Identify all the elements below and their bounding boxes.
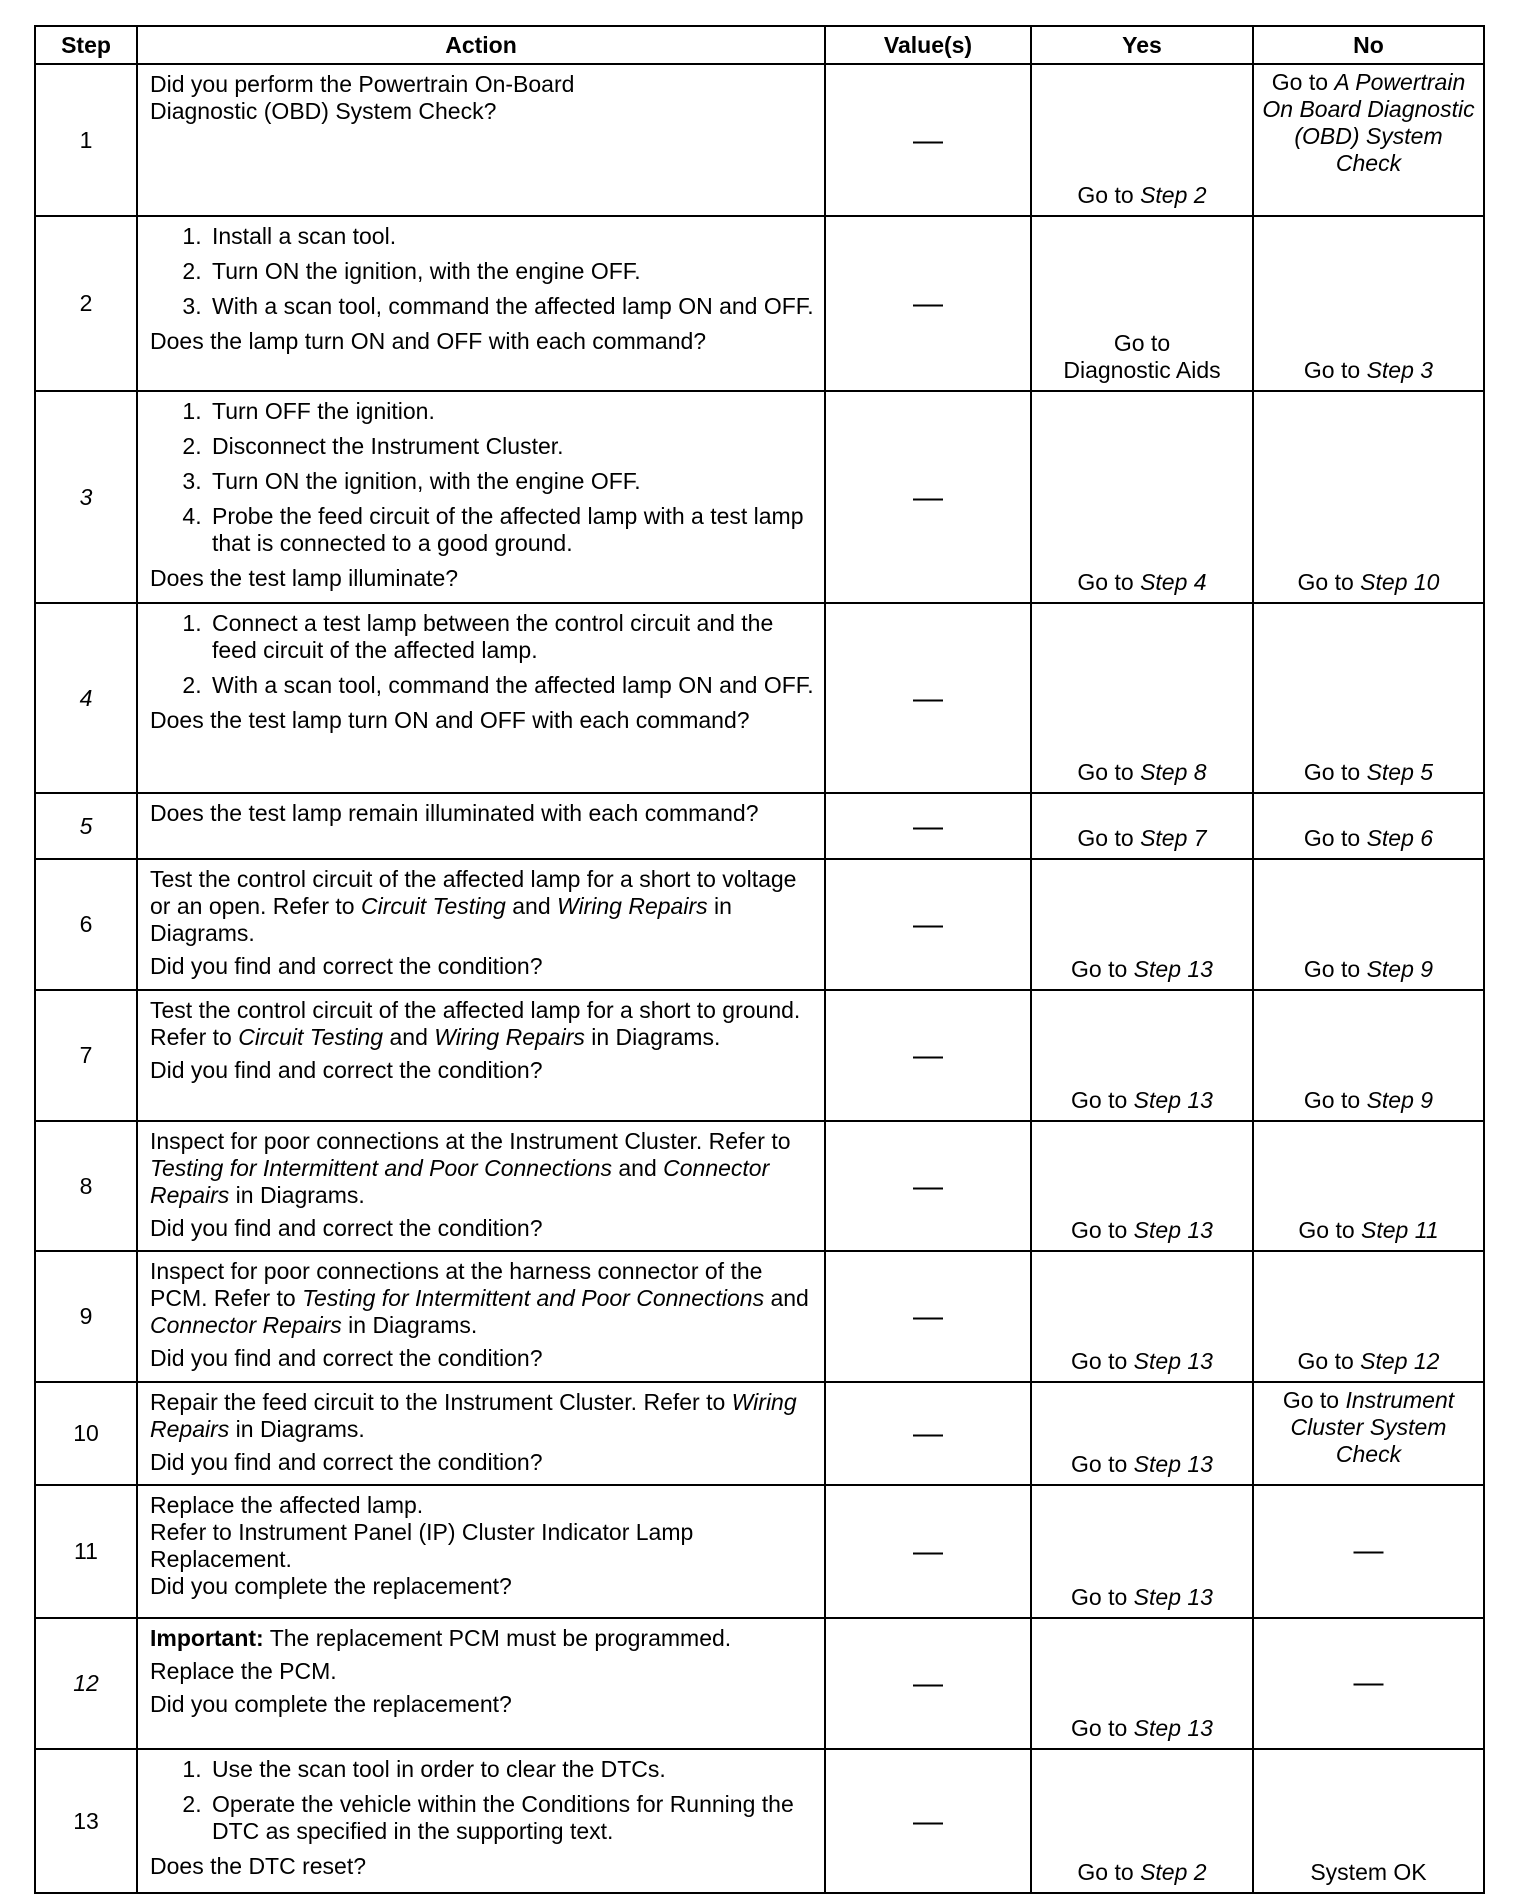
action-cell xyxy=(137,1485,825,1618)
value-cell: — xyxy=(825,1121,1031,1251)
yes-cell xyxy=(1031,1485,1253,1618)
go-to-text: Go to xyxy=(1077,759,1134,785)
list-item: 3. With a scan tool, command the affected lamp ON and OFF. xyxy=(208,293,814,320)
go-to-text: Go to xyxy=(1071,1348,1128,1374)
no-cell: — xyxy=(1253,1618,1484,1749)
no-step-link[interactable]: Instrument Cluster System Check xyxy=(1290,1387,1455,1467)
value-cell: — xyxy=(825,1251,1031,1382)
action-question: Did you find and correct the condition? xyxy=(150,1057,543,1083)
yes-cell xyxy=(1031,1749,1253,1893)
values-header: Value(s) xyxy=(825,26,1031,64)
yes-step-link[interactable]: Step 4 xyxy=(1140,569,1207,595)
action-cell xyxy=(137,391,825,603)
go-to-text: Go to xyxy=(1303,1087,1361,1113)
step-number: 4 xyxy=(35,603,137,793)
no-cell xyxy=(1253,391,1484,603)
table-row-step-3 xyxy=(35,391,1484,603)
action-cell xyxy=(137,64,825,216)
action-text xyxy=(150,1128,814,1209)
action-text xyxy=(150,1389,814,1443)
go-to-text: Go to xyxy=(1071,1451,1128,1477)
in-diagrams-text: in Diagrams. xyxy=(348,1312,478,1338)
yes-step-link[interactable]: Step 2 xyxy=(1140,182,1207,208)
action-cell xyxy=(137,603,825,793)
yes-step-link[interactable]: Step 8 xyxy=(1140,759,1207,785)
go-to-text: Go to xyxy=(1297,569,1354,595)
no-cell xyxy=(1253,1749,1484,1893)
table-row-step-11 xyxy=(35,1485,1484,1618)
yes-step-link[interactable]: Step 13 xyxy=(1133,1451,1213,1477)
step-number: 5 xyxy=(35,793,137,859)
value-cell: — xyxy=(825,216,1031,391)
no-cell xyxy=(1253,1121,1484,1251)
yes-cell xyxy=(1031,1251,1253,1382)
yes-step-link[interactable]: Step 13 xyxy=(1133,1348,1213,1374)
value-cell: — xyxy=(825,1485,1031,1618)
step-number: 9 xyxy=(35,1251,137,1382)
step-number: 13 xyxy=(35,1749,137,1893)
no-cell xyxy=(1253,216,1484,391)
list-item: 1. Use the scan tool in order to clear the DTCs. xyxy=(208,1756,814,1783)
no-cell xyxy=(1253,793,1484,859)
yes-cell xyxy=(1031,216,1253,391)
reference-link[interactable]: Wiring Repairs xyxy=(557,893,708,919)
action-cell xyxy=(137,793,825,859)
yes-step-link[interactable]: Diagnostic Aids xyxy=(1063,357,1221,383)
action-question: Does the lamp turn ON and OFF with each command? xyxy=(150,328,707,354)
action-header: Action xyxy=(137,26,825,64)
action-text-part: Test the control circuit of the affected lamp for a short to ground. Refer to xyxy=(150,997,801,1050)
action-question: Did you complete the replacement? xyxy=(150,1691,512,1717)
list-item: 1. Turn OFF the ignition. xyxy=(208,398,814,425)
action-text xyxy=(150,997,814,1051)
go-to-text: Go to xyxy=(1077,569,1134,595)
action-question: Does the test lamp illuminate? xyxy=(150,565,459,591)
action-cell xyxy=(137,1618,825,1749)
go-to-text: Go to xyxy=(1303,759,1361,785)
action-question: Did you complete the replacement? xyxy=(150,1573,512,1599)
action-text: Diagnostic (OBD) System Check? xyxy=(150,98,497,124)
action-text-part: Repair the feed circuit to the Instrument Cluster. Refer to xyxy=(150,1389,726,1415)
action-question: Does the DTC reset? xyxy=(150,1853,367,1879)
action-cell xyxy=(137,859,825,990)
action-text: Replace the affected lamp. xyxy=(150,1492,424,1518)
step-number: 7 xyxy=(35,990,137,1121)
go-to-text: Go to xyxy=(1297,1348,1354,1374)
go-to-text: Go to xyxy=(1071,1087,1128,1113)
in-diagrams-text: in Diagrams. xyxy=(235,1182,365,1208)
no-step-link[interactable]: Step 9 xyxy=(1366,1087,1434,1113)
no-step-link[interactable]: Step 11 xyxy=(1361,1217,1439,1243)
yes-cell xyxy=(1031,859,1253,990)
yes-header: Yes xyxy=(1031,26,1253,64)
table-row-step-4 xyxy=(35,603,1484,793)
go-to-text: Go to xyxy=(1303,956,1361,982)
step-number: 11 xyxy=(35,1485,137,1618)
action-text xyxy=(150,866,814,947)
in-diagrams-text: in Diagrams. xyxy=(235,1416,365,1442)
list-item: 1. Connect a test lamp between the control circuit and the feed circuit of the affected lamp. xyxy=(208,610,814,664)
action-list xyxy=(150,610,814,699)
action-text: Refer to Instrument Panel (IP) Cluster Indicator Lamp Replacement. xyxy=(150,1519,694,1572)
list-item: 2. Turn ON the ignition, with the engine OFF. xyxy=(208,258,814,285)
go-to-text: Go to xyxy=(1303,825,1361,851)
system-ok-text: System OK xyxy=(1310,1859,1427,1885)
no-header: No xyxy=(1253,26,1484,64)
diagnostic-table xyxy=(34,25,1485,1894)
list-item: 4. Probe the feed circuit of the affected lamp with a test lamp that is connected to a good ground. xyxy=(208,503,814,557)
yes-step-link[interactable]: Step 13 xyxy=(1133,1584,1213,1610)
yes-cell xyxy=(1031,391,1253,603)
no-cell xyxy=(1253,1382,1484,1485)
no-cell xyxy=(1253,1251,1484,1382)
yes-step-link[interactable]: Step 13 xyxy=(1133,1715,1213,1741)
step-header: Step xyxy=(35,26,137,64)
list-item: 2. With a scan tool, command the affected lamp ON and OFF. xyxy=(208,672,814,699)
action-question: Does the test lamp remain illuminated with each command? xyxy=(150,800,759,826)
step-number: 8 xyxy=(35,1121,137,1251)
yes-step-link[interactable]: Step 13 xyxy=(1133,1217,1213,1243)
list-item: 2. Operate the vehicle within the Conditions for Running the DTC as specified in the supporting text. xyxy=(208,1791,814,1845)
no-step-link[interactable]: A Powertrain On Board Diagnostic (OBD) System Check xyxy=(1262,69,1475,176)
action-list xyxy=(150,398,814,557)
list-item: 2. Disconnect the Instrument Cluster. xyxy=(208,433,814,460)
action-question: Did you find and correct the condition? xyxy=(150,1345,543,1371)
action-cell xyxy=(137,216,825,391)
no-cell xyxy=(1253,603,1484,793)
go-to-text: Go to xyxy=(1071,956,1128,982)
no-cell xyxy=(1253,64,1484,216)
action-text: Replace the PCM. xyxy=(150,1658,337,1684)
value-cell: — xyxy=(825,391,1031,603)
go-to-text: Go to xyxy=(1071,1584,1128,1610)
go-to-text: Go to xyxy=(1071,1715,1128,1741)
action-cell xyxy=(137,1382,825,1485)
go-to-text: Go to xyxy=(1113,330,1171,356)
reference-link[interactable]: Testing for Intermittent and Poor Connections xyxy=(302,1285,765,1311)
reference-link[interactable]: Circuit Testing xyxy=(360,893,506,919)
go-to-text: Go to xyxy=(1298,1217,1355,1243)
table-row-step-5 xyxy=(35,793,1484,859)
yes-step-link[interactable]: Step 13 xyxy=(1133,1087,1213,1113)
action-text: Did you perform the Powertrain On-Board xyxy=(150,71,575,97)
and-text: and xyxy=(770,1285,809,1311)
no-step-link[interactable]: Step 3 xyxy=(1366,357,1434,383)
action-list xyxy=(150,223,814,320)
action-question: Did you find and correct the condition? xyxy=(150,953,543,979)
action-text-part: Test the control circuit of the affected lamp for a short to voltage or an open. Refer to xyxy=(150,866,797,919)
and-text: and xyxy=(618,1155,657,1181)
action-cell xyxy=(137,1121,825,1251)
yes-cell xyxy=(1031,64,1253,216)
reference-link[interactable]: Testing for Intermittent and Poor Connections xyxy=(150,1155,612,1181)
table-row-step-1 xyxy=(35,64,1484,216)
important-label: Important: xyxy=(150,1625,264,1651)
table-row-step-13 xyxy=(35,1749,1484,1893)
reference-link[interactable]: Wiring Repairs xyxy=(150,1389,797,1442)
reference-link[interactable]: Wiring Repairs xyxy=(434,1024,585,1050)
go-to-text: Go to xyxy=(1303,357,1361,383)
step-number: 2 xyxy=(35,216,137,391)
value-cell: — xyxy=(825,1749,1031,1893)
yes-step-link[interactable]: Step 7 xyxy=(1140,825,1207,851)
table-row-step-7 xyxy=(35,990,1484,1121)
go-to-text: Go to xyxy=(1077,182,1134,208)
and-text: and xyxy=(512,893,551,919)
table-row-step-10 xyxy=(35,1382,1484,1485)
yes-cell xyxy=(1031,1618,1253,1749)
reference-link[interactable]: Connector Repairs xyxy=(150,1312,342,1338)
action-question: Does the test lamp turn ON and OFF with each command? xyxy=(150,707,750,733)
no-step-link[interactable]: Step 5 xyxy=(1366,759,1434,785)
value-cell: — xyxy=(825,859,1031,990)
value-cell: — xyxy=(825,990,1031,1121)
no-cell xyxy=(1253,859,1484,990)
reference-link[interactable]: Circuit Testing xyxy=(238,1024,384,1050)
action-list xyxy=(150,1756,814,1845)
step-number: 10 xyxy=(35,1382,137,1485)
no-cell xyxy=(1253,990,1484,1121)
action-text-part: Inspect for poor connections at the harness connector of the PCM. Refer to xyxy=(150,1258,763,1311)
yes-cell xyxy=(1031,990,1253,1121)
no-step-link[interactable]: Step 10 xyxy=(1360,569,1440,595)
step-number: 1 xyxy=(35,64,137,216)
important-text: The replacement PCM must be programmed. xyxy=(269,1625,732,1651)
in-diagrams-text: in Diagrams. xyxy=(591,1024,721,1050)
yes-cell xyxy=(1031,793,1253,859)
step-number: 12 xyxy=(35,1618,137,1749)
in-diagrams-text: in Diagrams. xyxy=(150,893,732,946)
value-cell: — xyxy=(825,603,1031,793)
step-number: 3 xyxy=(35,391,137,603)
list-item: 3. Turn ON the ignition, with the engine OFF. xyxy=(208,468,814,495)
important-note xyxy=(150,1625,814,1652)
value-cell: — xyxy=(825,1618,1031,1749)
and-text: and xyxy=(389,1024,428,1050)
no-step-link[interactable]: Step 6 xyxy=(1366,825,1434,851)
yes-step-link[interactable]: Step 13 xyxy=(1133,956,1213,982)
action-question: Did you find and correct the condition? xyxy=(150,1449,543,1475)
go-to-text: Go to xyxy=(1077,1859,1134,1885)
table-row-step-2 xyxy=(35,216,1484,391)
reference-link[interactable]: Connector Repairs xyxy=(150,1155,770,1208)
no-cell: — xyxy=(1253,1485,1484,1618)
no-step-link[interactable]: Step 9 xyxy=(1366,956,1434,982)
value-cell: — xyxy=(825,64,1031,216)
action-cell xyxy=(137,990,825,1121)
go-to-text: Go to xyxy=(1071,1217,1128,1243)
action-text-part: Inspect for poor connections at the Instrument Cluster. Refer to xyxy=(150,1128,791,1154)
action-cell xyxy=(137,1251,825,1382)
step-number: 6 xyxy=(35,859,137,990)
table-row-step-6 xyxy=(35,859,1484,990)
no-step-link[interactable]: Step 12 xyxy=(1360,1348,1440,1374)
yes-cell xyxy=(1031,603,1253,793)
value-cell: — xyxy=(825,793,1031,859)
yes-cell xyxy=(1031,1121,1253,1251)
action-cell xyxy=(137,1749,825,1893)
header-row xyxy=(35,26,1484,64)
value-cell: — xyxy=(825,1382,1031,1485)
yes-cell xyxy=(1031,1382,1253,1485)
list-item: 1. Install a scan tool. xyxy=(208,223,814,250)
table-row-step-8 xyxy=(35,1121,1484,1251)
go-to-text: Go to xyxy=(1282,1387,1340,1413)
diagnostic-table-sheet xyxy=(34,25,1483,1894)
go-to-text: Go to xyxy=(1271,69,1329,95)
yes-step-link[interactable]: Step 2 xyxy=(1140,1859,1207,1885)
action-text xyxy=(150,1258,814,1339)
table-row-step-12 xyxy=(35,1618,1484,1749)
table-row-step-9 xyxy=(35,1251,1484,1382)
action-question: Did you find and correct the condition? xyxy=(150,1215,543,1241)
go-to-text: Go to xyxy=(1077,825,1134,851)
